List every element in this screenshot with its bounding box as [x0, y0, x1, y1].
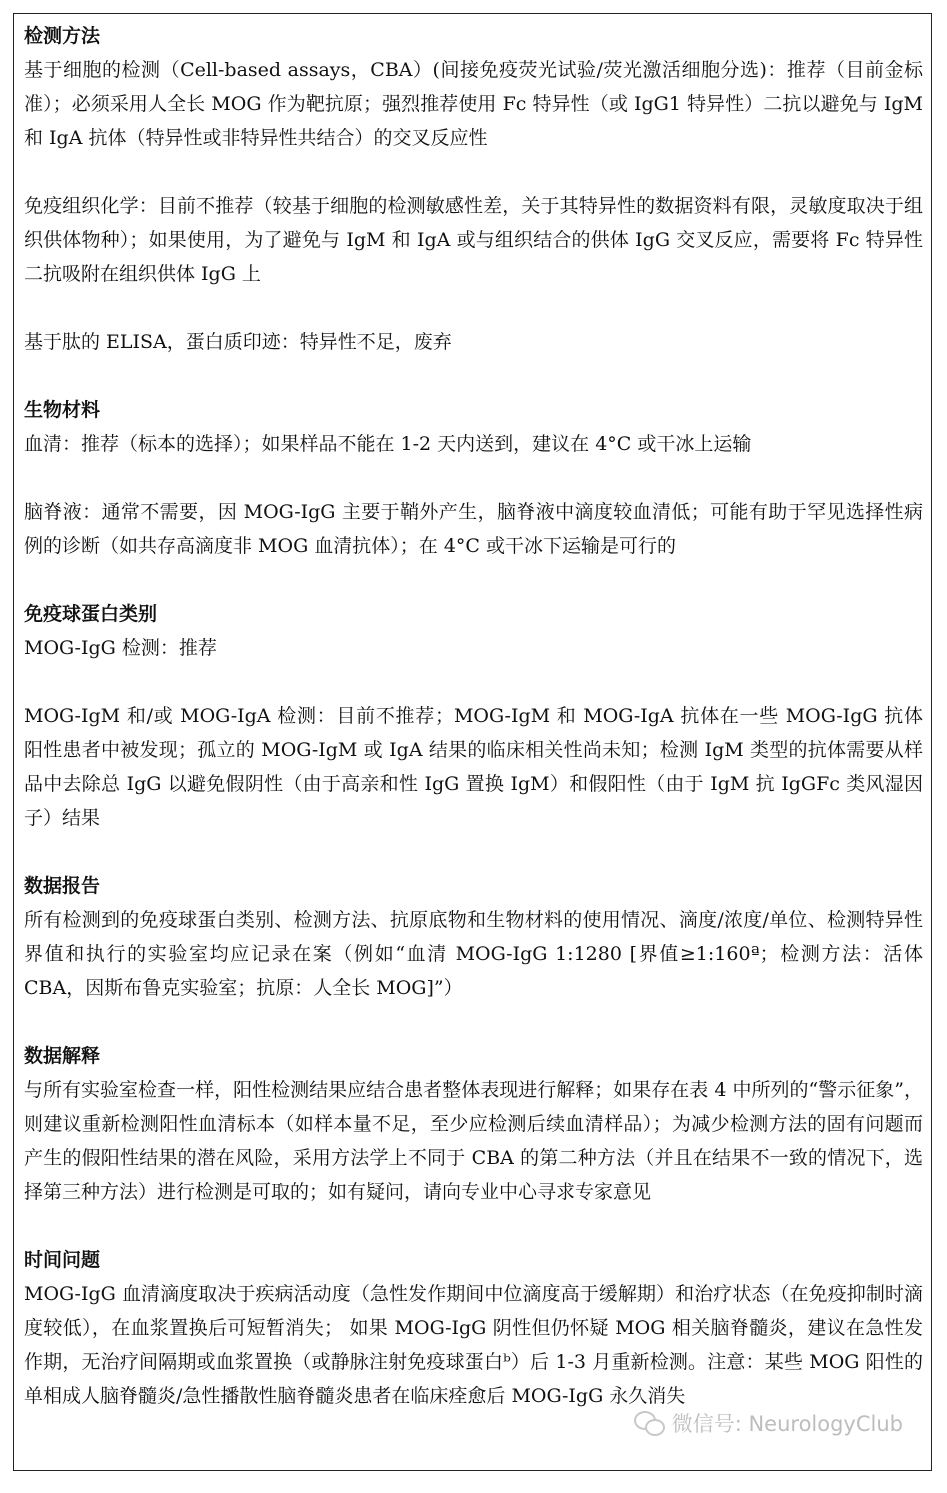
paragraph: MOG-IgG 血清滴度取决于疾病活动度（急性发作期间中位滴度高于缓解期）和治疗状态（在免疫抑制时滴度较低），在血浆置换后可短暂消失； 如果 MOG-IgG 阴性但仍怀疑 MOG 相关脑脊髓炎，建议在急性发作期，无治疗间隔期或血浆置换（或静脉注射免疫球蛋白ᵇ）后 1-3 月重新检测。注意：某些 MOG 阳性的单相成人脑脊髓炎/急性播散性脑脊髓炎患者在临床痊愈后 MOG-IgG 永久消失	[24, 1283, 923, 1407]
paragraph: 血清：推荐（标本的选择）；如果样品不能在 1-2 天内送到，建议在 4°C 或干冰上运输	[24, 433, 752, 455]
paragraph: MOG-IgM 和/或 MOG-IgA 检测：目前不推荐；MOG-IgM 和 MOG-IgA 抗体在一些 MOG-IgG 抗体阳性患者中被发现；孤立的 MOG-IgM 或 IgA 结果的临床相关性尚未知；检测 IgM 类型的抗体需要从样品中去除总 IgG 以避免假阴性（由于高亲和性 IgG 置换 IgM）和假阳性（由于 IgM 抗 IgGFc 类风湿因子）结果	[24, 705, 923, 829]
section-heading: 数据解释	[24, 1045, 101, 1067]
section-biomaterial	[24, 393, 923, 597]
section-timing	[24, 1243, 923, 1413]
paragraph: MOG-IgG 检测：推荐	[24, 637, 217, 659]
section-data-reporting	[24, 869, 923, 1039]
watermark	[634, 1408, 903, 1438]
wechat-icon	[634, 1411, 664, 1435]
section-heading: 检测方法	[24, 25, 101, 47]
section-data-interpretation	[24, 1039, 923, 1243]
section-immunoglobulin-class	[24, 597, 923, 869]
paragraph: 免疫组织化学：目前不推荐（较基于细胞的检测敏感性差，关于其特异性的数据资料有限，灵敏度取决于组织供体物种）；如果使用，为了避免与 IgM 和 IgA 或与组织结合的供体 IgG 交叉反应，需要将 Fc 特异性二抗吸附在组织供体 IgG 上	[24, 195, 923, 285]
paragraph: 脑脊液：通常不需要，因 MOG-IgG 主要于鞘外产生，脑脊液中滴度较血清低；可能有助于罕见选择性病例的诊断（如共存高滴度非 MOG 血清抗体）；在 4°C 或干冰下运输是可行的	[24, 501, 923, 557]
section-heading: 免疫球蛋白类别	[24, 603, 158, 625]
section-detection-methods	[24, 19, 923, 393]
table-frame	[13, 13, 932, 1471]
section-heading: 数据报告	[24, 875, 101, 897]
paragraph: 基于肽的 ELISA，蛋白质印迹：特异性不足，废弃	[24, 331, 452, 353]
paragraph: 基于细胞的检测（Cell-based assays，CBA）(间接免疫荧光试验/荧光激活细胞分选)：推荐（目前金标准）；必须采用人全长 MOG 作为靶抗原；强烈推荐使用 Fc 特异性（或 IgG1 特异性）二抗以避免与 IgM 和 IgA 抗体（特异性或非特异性共结合）的交叉反应性	[24, 59, 923, 149]
document-body	[24, 19, 923, 1413]
section-heading: 时间问题	[24, 1249, 101, 1271]
watermark-text: 微信号: NeurologyClub	[671, 1412, 903, 1436]
paragraph: 与所有实验室检查一样，阳性检测结果应结合患者整体表现进行解释；如果存在表 4 中所列的“警示征象”，则建议重新检测阳性血清标本（如样本量不足，至少应检测后续血清样品）；为减少检测方法的固有问题而产生的假阳性结果的潜在风险，采用方法学上不同于 CBA 的第二种方法（并且在结果不一致的情况下，选择第三种方法）进行检测是可取的；如有疑问，请向专业中心寻求专家意见	[24, 1079, 923, 1203]
section-heading: 生物材料	[24, 399, 101, 421]
paragraph: 所有检测到的免疫球蛋白类别、检测方法、抗原底物和生物材料的使用情况、滴度/浓度/单位、检测特异性界值和执行的实验室均应记录在案（例如“血清 MOG-IgG 1:1280 [界值≥1:160ª；检测方法：活体 CBA，因斯布鲁克实验室；抗原：人全长 MOG]”）	[24, 909, 923, 999]
